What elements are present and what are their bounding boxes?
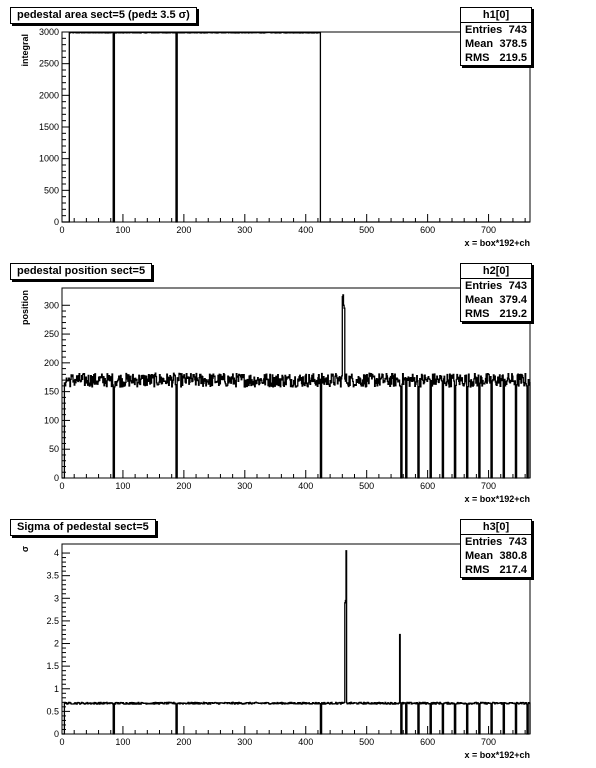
x-tick-label: 300 [237,481,253,491]
x-tick-label: 600 [420,225,436,235]
x-tick-label: 200 [176,225,192,235]
y-tick-label: 2.5 [46,615,59,626]
y-tick-label: 200 [43,357,59,368]
y-axis-label: position [20,290,30,325]
panel-title: Sigma of pedestal sect=5 [10,519,156,536]
x-tick-label: 500 [359,737,375,747]
y-tick-label: 250 [43,329,59,340]
y-tick-label: 0 [53,473,59,483]
y-tick-label: 0 [53,217,59,227]
panel-position [0,256,596,512]
y-tick-label: 4 [53,548,59,559]
stats-label: RMS [465,52,490,64]
y-axis-label: σ [20,546,30,553]
stats-box [460,519,532,578]
panel-title: pedestal area sect=5 (ped± 3.5 σ) [10,7,197,24]
x-tick-label: 700 [481,225,497,235]
y-tick-label: 2500 [38,58,59,69]
stats-value: 743 [508,24,527,36]
stats-name: h3[0] [461,520,531,535]
y-tick-label: 1500 [38,122,59,132]
x-tick-label: 0 [59,737,65,747]
y-tick-label: 3000 [38,27,59,37]
panel-title: pedestal position sect=5 [10,263,152,280]
y-tick-label: 3.5 [46,570,59,581]
stats-label: Entries [465,536,503,548]
x-tick-label: 0 [59,481,65,491]
y-tick-label: 500 [43,185,59,196]
x-tick-label: 500 [359,481,375,491]
x-axis-label: x = box*192+ch [464,238,530,248]
stats-row-rms [461,307,531,321]
stats-row-mean [461,293,531,307]
stats-row-entries [461,23,531,37]
x-tick-label: 300 [237,225,253,235]
stats-value: 219.5 [499,52,527,64]
x-tick-label: 200 [176,737,192,747]
x-tick-label: 400 [298,737,314,747]
stats-label: Mean [465,38,494,50]
x-tick-label: 200 [176,481,192,491]
y-tick-label: 1.5 [46,661,59,672]
x-axis-label: x = box*192+ch [464,494,530,504]
x-tick-label: 400 [298,225,314,235]
stats-value: 743 [508,536,527,548]
x-tick-label: 100 [115,737,131,747]
stats-row-mean [461,37,531,51]
x-tick-label: 700 [481,481,497,491]
stats-value: 379.4 [499,294,527,306]
x-tick-label: 600 [420,737,436,747]
stats-row-mean [461,549,531,563]
stats-row-entries [461,279,531,293]
stats-label: Mean [465,550,494,562]
stats-box [460,263,532,322]
x-tick-label: 400 [298,481,314,491]
stats-name: h1[0] [461,8,531,23]
stats-value: 219.2 [499,308,527,320]
x-tick-label: 0 [59,225,65,235]
stats-value: 743 [508,280,527,292]
y-tick-label: 2 [53,638,59,649]
x-tick-label: 500 [359,225,375,235]
y-tick-label: 50 [48,444,59,455]
x-tick-label: 100 [115,225,131,235]
y-tick-label: 1 [53,683,59,694]
stats-row-rms [461,51,531,65]
panel-area [0,0,596,256]
y-tick-label: 2000 [38,90,59,101]
y-tick-label: 100 [43,415,59,426]
stats-label: RMS [465,564,490,576]
stats-value: 217.4 [499,564,527,576]
stats-value: 380.8 [499,550,527,562]
x-tick-label: 600 [420,481,436,491]
stats-label: RMS [465,308,490,320]
stats-box [460,7,532,66]
stats-label: Entries [465,280,503,292]
y-tick-label: 150 [43,386,59,397]
stats-row-rms [461,563,531,577]
panel-sigma [0,512,596,768]
y-tick-label: 0 [53,729,59,739]
y-tick-label: 0.5 [46,706,59,717]
stats-value: 378.5 [499,38,527,50]
x-tick-label: 300 [237,737,253,747]
stats-label: Mean [465,294,494,306]
y-tick-label: 300 [43,300,59,311]
y-tick-label: 3 [53,593,59,604]
x-tick-label: 100 [115,481,131,491]
y-tick-label: 1000 [38,153,59,164]
stats-label: Entries [465,24,503,36]
x-tick-label: 700 [481,737,497,747]
x-axis-label: x = box*192+ch [464,750,530,760]
y-axis-label: integral [20,34,30,67]
stats-name: h2[0] [461,264,531,279]
stats-row-entries [461,535,531,549]
